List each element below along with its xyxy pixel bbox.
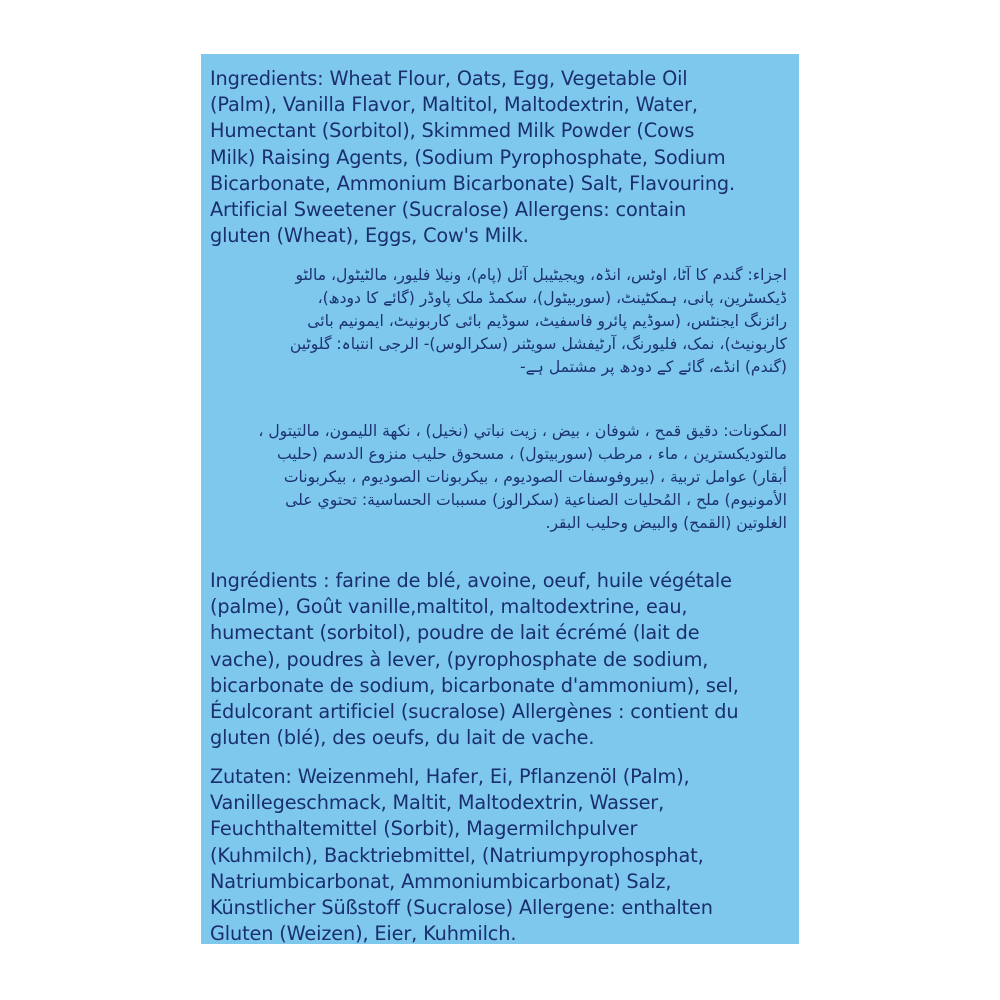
arabic-line: مالتوديكسترين ، ماء ، مرطب (سوربيتول) ، مسحوق حليب منزوع الدسم (حليب [276,445,787,463]
french-line: bicarbonate de sodium, bicarbonate d'ammonium), sel, [210,673,739,697]
arabic-line: أبقار) عوامل تربية ، (بيروفوسفات الصوديوم ، بيكربونات الصوديوم ، بيكربونات [283,468,787,486]
french-line: vache), poudres à lever, (pyrophosphate de sodium, [210,647,709,671]
urdu-line: (گندم) انڈے، گائے کے دودھ پر مشتمل ہے- [519,358,787,376]
urdu-ingredients [210,264,787,379]
french-ingredients [210,568,787,751]
urdu-line: رائزنگ ایجنٹس، (سوڈیم پائرو فاسفیٹ، سوڈیم بائی کاربونیٹ، ایمونیم بائی [307,312,787,330]
ingredients-label-panel [201,54,799,944]
arabic-line: الأمونيوم) ملح ، المُحليات الصناعية (سكرالوز) مسببات الحساسية: تحتوي على [285,491,787,509]
urdu-line: ڈیکسٹرین، پانی، ہمکٹینٹ، (سوربیٹول)، سکمڈ ملک پاوڈر (گائے کا دودھ)، [317,289,787,307]
german-line: Künstlicher Süßstoff (Sucralose) Allergene: enthalten [210,896,713,920]
urdu-line: اجزاء: گندم کا آٹا، اوٹس، انڈہ، ویجیٹیبل آئل (پام)، ونیلا فلیور، مالٹیٹول، مالٹو [295,266,787,284]
german-line: Gluten (Weizen), Eier, Kuhmilch. [210,922,517,944]
english-ingredients [210,66,787,249]
arabic-line: المكونات: دقيق قمح ، شوفان ، بيض ، زيت نباتي (نخيل) ، نكهة الليمون، مالتيتول ، [258,422,787,440]
german-line: Natriumbicarbonat, Ammoniumbicarbonat) Salz, [210,869,672,893]
french-line: Édulcorant artificiel (sucralose) Allergènes : contient du [210,700,739,724]
english-line: Ingredients: Wheat Flour, Oats, Egg, Vegetable Oil [210,67,688,90]
french-line: Ingrédients : farine de blé, avoine, oeuf, huile végétale [210,569,732,592]
german-line: Vanillegeschmack, Maltit, Maltodextrin, Wasser, [210,791,665,815]
arabic-line: الغلوتين (القمح) والبيض وحليب البقر. [545,514,787,532]
english-line: Humectant (Sorbitol), Skimmed Milk Powder (Cows [210,119,695,143]
french-line: gluten (blé), des oeufs, du lait de vache. [210,726,595,750]
english-line: (Palm), Vanilla Flavor, Maltitol, Maltodextrin, Water, [210,93,698,117]
english-line: Milk) Raising Agents, (Sodium Pyrophosphate, Sodium [210,145,726,169]
english-line: Bicarbonate, Ammonium Bicarbonate) Salt, Flavouring. [210,171,736,195]
german-ingredients [210,764,787,944]
german-line: Feuchthaltemittel (Sorbit), Magermilchpulver [210,817,638,841]
german-line: Zutaten: Weizenmehl, Hafer, Ei, Pflanzenöl (Palm), [210,765,690,788]
arabic-ingredients [210,420,787,535]
german-line: (Kuhmilch), Backtriebmittel, (Natriumpyrophosphat, [210,843,704,867]
english-line: gluten (Wheat), Eggs, Cow's Milk. [210,224,529,248]
french-line: (palme), Goût vanille,maltitol, maltodextrine, eau, [210,595,688,619]
english-line: Artificial Sweetener (Sucralose) Allergens: contain [210,198,687,222]
french-line: humectant (sorbitol), poudre de lait écrémé (lait de [210,621,700,645]
urdu-line: کاربونیٹ)، نمک، فلیورنگ، آرٹیفشل سویٹنر (سکرالوس)- الرجی انتباہ: گلوٹین [289,335,787,353]
